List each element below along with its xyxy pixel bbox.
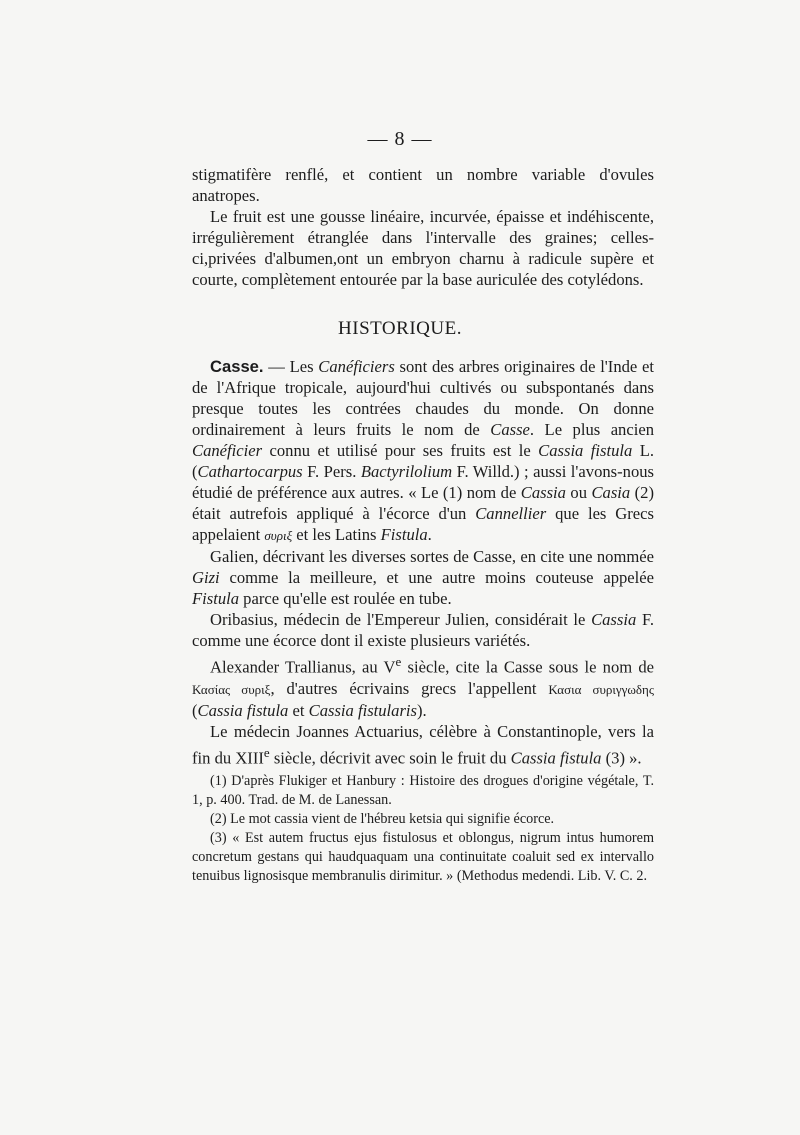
italic-run: Cassia fistula — [197, 700, 289, 720]
italic-run: Fistula — [192, 589, 240, 608]
text-run: Alexander Trallianus, au V — [210, 657, 396, 677]
italic-run: Casia — [591, 483, 631, 502]
italic-run: Cannellier — [475, 504, 547, 523]
text-run: sont des arbres originaires de l'Inde et de l'Afrique tropicale, aujourd'hui cultivés ou subspontanés dans presque toutes les contrées chaudes du monde. On donne ordinairement à leurs fruits le nom de — [192, 357, 654, 439]
footnote-3: (3) « Est autem fructus ejus fistulosus et oblongus, nigrum intus humorem concretum gestans qui haudquaquam una continuitate coaluit sed ex intervallo tenuibus lignosisque membranulis dirimitur. » (Methodus medendi. Lib. V. C. 2. — [192, 830, 654, 884]
italic-run: Gizi — [192, 568, 220, 587]
text-run: parce qu'elle est roulée en tube. — [239, 589, 452, 608]
text-run: F. comme une écorce dont il existe plusieurs variétés. — [192, 610, 654, 650]
italic-run: Canéficiers — [318, 357, 395, 376]
italic-run: Casse — [490, 420, 530, 439]
text-run: Oribasius, médecin de l'Empereur Julien, considérait le — [210, 610, 592, 629]
historique-text — [192, 356, 654, 768]
text-run: F. Pers. — [302, 462, 361, 481]
text-run: et les Latins — [292, 525, 381, 544]
text-run: (2) était autrefois appliqué à l'écorce d'un — [192, 483, 655, 523]
text-run: Le médecin Joannes Actuarius, célèbre à Constantinople, vers la fin du XIII — [192, 721, 654, 768]
text-run: ( — [192, 700, 198, 720]
italic-run: Canéficier — [192, 441, 263, 460]
italic-run: Cassia fistula — [538, 441, 633, 460]
footnotes — [192, 772, 654, 886]
text-run: et — [288, 700, 309, 720]
text-run: , d'autres écrivains grecs l'appellent — [270, 678, 549, 698]
text-run: (3) ». — [601, 748, 642, 768]
historique-paragraph-1 — [192, 356, 654, 546]
italic-run: Bactyrilolium — [360, 462, 453, 481]
text-run: . — [427, 525, 432, 544]
superscript: e — [395, 654, 402, 669]
footnote-2: (2) Le mot cassia vient de l'hébreu ketsia qui signifie écorce. — [210, 811, 555, 827]
text-run: ). — [417, 700, 427, 720]
italic-run: Cassia fistula — [510, 748, 602, 768]
text-run: siècle, cite la Casse sous le nom de — [401, 657, 654, 677]
italic-run: Cassia — [520, 483, 566, 502]
italic-run: Fistula — [380, 525, 428, 544]
page-number: — 8 — — [367, 128, 433, 150]
intro-text — [192, 164, 654, 290]
historique-paragraph-5 — [192, 721, 654, 769]
italic-run: Cassia — [591, 610, 637, 629]
superscript: e — [263, 744, 270, 760]
lead-word: Casse. — [210, 357, 264, 376]
historique-paragraph-2 — [192, 546, 654, 609]
text-run: Galien, décrivant les diverses sortes de Casse, en cite une nommée — [210, 547, 654, 566]
historique-paragraph-3 — [192, 609, 654, 651]
text-run: que les Grecs appelaient — [192, 504, 654, 544]
text-run: connu et utilisé pour ses fruits est le — [262, 441, 539, 460]
italic-run: Cathartocarpus — [197, 462, 303, 481]
italic-run: Cassia fistularis — [308, 700, 417, 720]
text-run: . Le plus ancien — [529, 420, 654, 439]
greek-run: Κασίας συριξ — [192, 681, 271, 697]
greek-run: Κασια συριγγωδης — [548, 681, 655, 697]
intro-paragraph-1: stigmatifère renflé, et contient un nombre variable d'ovules anatropes. — [192, 165, 654, 205]
greek-run: συριξ — [264, 528, 293, 543]
section-heading: HISTORIQUE. — [338, 318, 462, 339]
historique-paragraph-4 — [192, 651, 654, 721]
intro-paragraph-2: Le fruit est une gousse linéaire, incurvée, épaisse et indéhiscente, irrégulièrement étranglée dans l'intervalle des graines; celles-ci,privées d'albumen,ont un embryon charnu à radicule supère et courte, complètement entourée par la base auriculée des cotylédons. — [192, 207, 654, 289]
text-run: ou — [565, 483, 592, 502]
text-run: — Les — [263, 357, 319, 376]
footnote-1: (1) D'après Flukiger et Hanbury : Histoire des drogues d'origine végétale, T. 1, p. 400. Trad. de M. de Lanessan. — [192, 773, 654, 808]
text-run: siècle, décrivit avec soin le fruit du — [269, 748, 511, 768]
text-run: comme la meilleure, et une autre moins couteuse appelée — [219, 568, 654, 587]
text-run: F. Willd.) ; aussi l'avons-nous étudié de préférence aux autres. « Le (1) nom de — [192, 462, 654, 502]
text-run: L. ( — [192, 441, 655, 481]
